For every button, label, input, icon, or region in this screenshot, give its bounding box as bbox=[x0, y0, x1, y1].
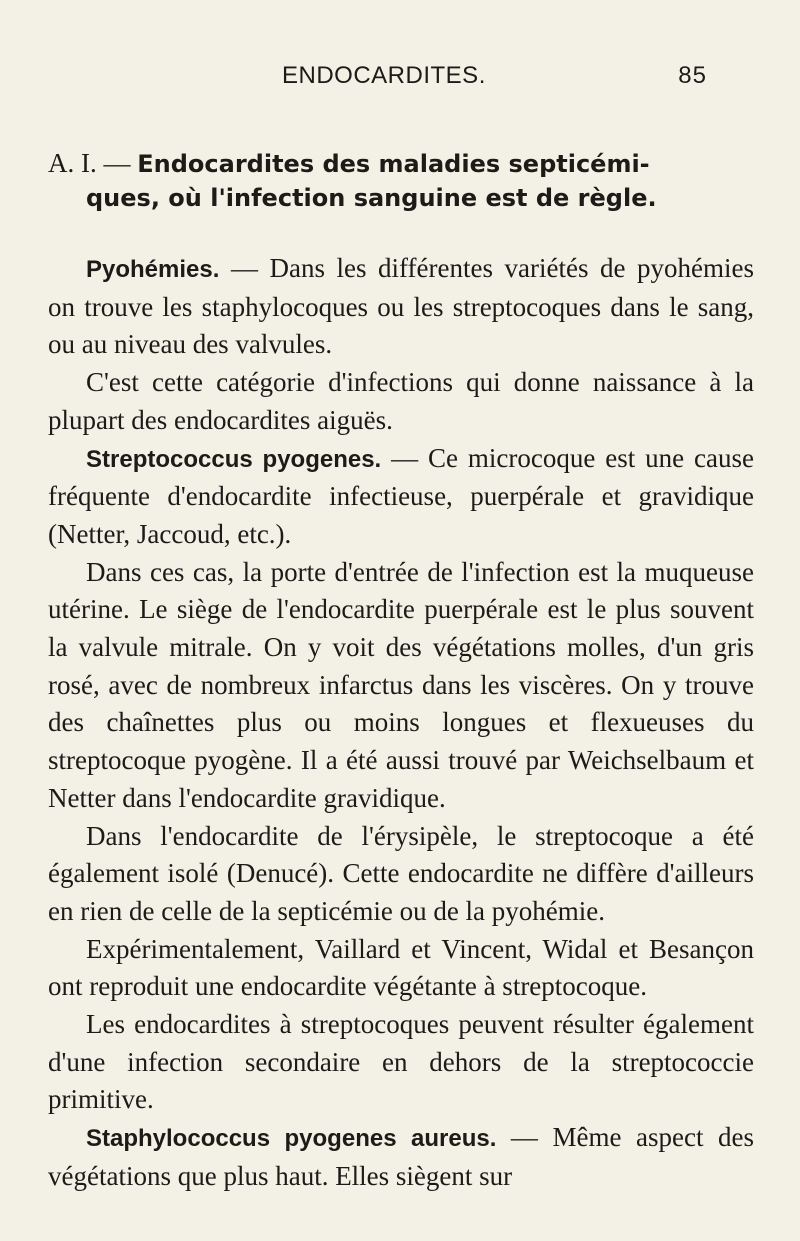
paragraph-text: — Dans les différentes variétés de pyohémies on trouve les staphylocoques ou les streptocoques dans le sang, ou au niveau des valvules. bbox=[48, 253, 754, 360]
section-title-line2: ques, où l'infection sanguine est de règle. bbox=[86, 184, 657, 212]
paragraph-text: Dans ces cas, la porte d'entrée de l'infection est la muqueuse utérine. Le siège de l'endocardite puerpérale est le plus souvent la valvule mitrale. On y voit des végétations molles, d'un gris rosé, avec de nombreux infarctus dans les viscères. On y trouve des chaînettes plus ou moins longues et flexueuses du streptocoque pyogène. Il a été aussi trouvé par Weichselbaum et Netter dans l'endocardite gravidique. bbox=[48, 556, 754, 813]
paragraph-term: Streptococcus pyogenes. bbox=[86, 445, 382, 473]
paragraph bbox=[48, 931, 754, 1006]
paragraph-text: Dans l'endocardite de l'érysipèle, le streptocoque a été également isolé (Denucé). Cette endocardite ne diffère d'ailleurs en rien de celle de la septicémie ou de la pyohémie. bbox=[48, 820, 754, 926]
running-title: ENDOCARDITES. bbox=[282, 62, 486, 89]
paragraph-text: — Ce microcoque est une cause fréquente d'endocardite infectieuse, puerpérale et gravidique (Netter, Jaccoud, etc.). bbox=[48, 442, 755, 549]
paragraph-term: Staphylococcus pyogenes aureus. bbox=[86, 1125, 497, 1153]
section-number: A. I. — bbox=[48, 148, 131, 178]
paragraph-term: Pyohémies. bbox=[86, 256, 220, 283]
paragraph bbox=[48, 364, 754, 439]
paragraph-text: C'est cette catégorie d'infections qui donne naissance à la plupart des endocardites aiguës. bbox=[48, 367, 754, 435]
paragraph-pyohemies bbox=[48, 250, 754, 364]
paragraph-streptococcus bbox=[48, 440, 754, 554]
paragraph-text: Les endocardites à streptocoques peuvent résulter également d'une infection secondaire en dehors de la streptococcie primitive. bbox=[48, 1009, 754, 1115]
running-head bbox=[0, 62, 800, 102]
paragraph bbox=[48, 554, 754, 818]
page-number: 85 bbox=[678, 62, 707, 89]
section-heading bbox=[48, 146, 753, 215]
paragraph-staphylococcus bbox=[48, 1119, 754, 1195]
paragraph bbox=[48, 818, 754, 931]
paragraph-text: Expérimentalement, Vaillard et Vincent, Widal et Besançon ont reproduit une endocardite végétante à streptocoque. bbox=[48, 933, 754, 1002]
paragraph-text: — Même aspect des végétations que plus haut. Elles siègent sur bbox=[48, 1122, 754, 1191]
section-title-line1: Endocardites des maladies septicémi- bbox=[137, 150, 650, 178]
paragraph bbox=[48, 1006, 754, 1119]
body-text bbox=[48, 250, 754, 1196]
